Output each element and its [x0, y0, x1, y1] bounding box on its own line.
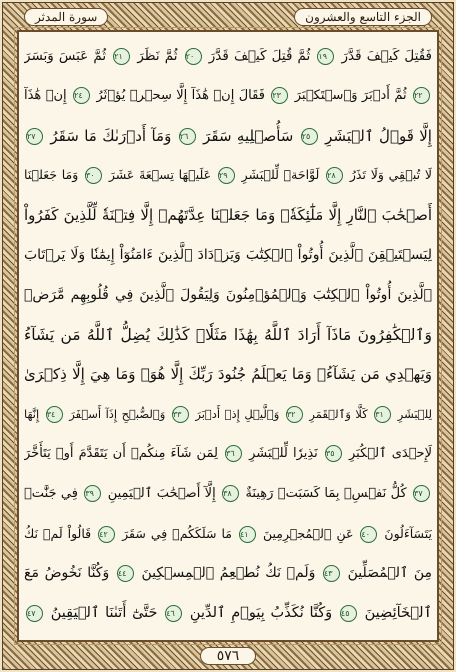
ayah-number-marker: ٤٦ — [165, 605, 182, 622]
verse-text: إِلَّا قَوۡلُ ٱلۡبَشَرِ — [325, 126, 432, 145]
verse-text: لِلۡبَشَرِ — [397, 407, 432, 422]
verse-text: وَيَهۡدِي مَن يَشَآءُۚ وَمَا يَعۡلَمُ جُنُودَ رَبِّكَ إِلَّا هُوَۚ وَمَا هِيَ إِلَّا ذِكۡرَىٰ — [24, 365, 432, 384]
ayah-number-marker: ٣٩ — [84, 485, 101, 502]
verse-text: وَٱلَّيۡلِ إِذۡ أَدۡبَرَ — [195, 407, 280, 422]
verse-text: لِمَن شَآءَ مِنكُمۡ أَن يَتَقَدَّمَ أَوۡ يَتَأَخَّرَ — [24, 446, 218, 461]
verse-text: وَمَآ أَدۡرَىٰكَ مَا سَقَرُ — [50, 126, 172, 145]
ayah-number-marker: ٣٧ — [413, 485, 430, 502]
verse-text: فَقُتِلَ كَيۡفَ قَدَّرَ — [341, 48, 432, 64]
verse-text: مَا سَلَكَكُمۡ فِي سَقَرَ — [122, 525, 232, 541]
verse-text: عَنِ ٱلۡمُجۡرِمِينَ — [262, 525, 354, 541]
verse-text: وَلَمۡ نَكُ نُطۡعِمُ ٱلۡمِسۡكِينَ — [141, 565, 316, 582]
verse-line — [24, 476, 432, 512]
ayah-number-marker: ٣٥ — [325, 445, 342, 462]
ayah-number-marker: ٣٠ — [85, 167, 102, 184]
verse-text: وَكُنَّا نَخُوضُ مَعَ — [24, 565, 110, 582]
verse-text: لَإِحۡدَى ٱلۡكُبَرِ — [349, 446, 432, 461]
ayah-number-marker: ٣٣ — [172, 406, 189, 423]
verse-text: كُلُّ نَفۡسِۭ بِمَا كَسَبَتۡ رَهِينَةٌ — [245, 485, 407, 501]
verse-text: مِنَ ٱلۡمُصَلِّينَ — [347, 565, 432, 582]
ayah-number-marker: ٣٨ — [222, 485, 239, 502]
verse-line — [24, 396, 432, 432]
verse-text: وَكُنَّا نُكَذِّبُ بِيَوۡمِ ٱلدِّينِ — [189, 605, 333, 622]
verse-text: وَمَا جَعَلۡنَا — [24, 167, 79, 183]
ayah-number-marker: ٢١ — [113, 48, 130, 65]
verse-text: إِنَّهَا — [24, 407, 40, 422]
verse-line — [24, 38, 432, 74]
verse-text: إِنۡ هَٰذَآ — [24, 87, 67, 103]
ayah-number-marker: ٤٥ — [340, 605, 357, 622]
verse-line — [24, 436, 432, 472]
verse-line — [24, 157, 432, 193]
verse-text: كَلَّا وَٱلۡقَمَرِ — [309, 407, 368, 422]
ayah-number-marker: ٢٤ — [73, 87, 90, 104]
ayah-number-marker: ٢٥ — [301, 128, 318, 145]
verse-text-area — [24, 38, 432, 636]
verse-text: لَا تُبۡقِي وَلَا تَذَرُ — [349, 167, 432, 183]
ayah-number-marker: ٢٧ — [26, 128, 43, 145]
verse-text: ٱلۡخَآئِضِينَ — [364, 605, 432, 622]
verse-line — [24, 197, 432, 233]
ayah-number-marker: ٢٩ — [218, 167, 235, 184]
verse-text: ثُمَّ عَبَسَ وَبَسَرَ — [24, 48, 107, 64]
verse-text: أَصۡحَٰبَ ٱلنَّارِ إِلَّا مَلَٰٓئِكَةٗۖ وَمَا جَعَلۡنَا عِدَّتَهُمۡ إِلَّا فِتۡنَةٗ لِّلَّذِينَ كَفَرُواْ — [24, 206, 432, 225]
ayah-number-marker: ٣١ — [374, 406, 391, 423]
verse-text: عَلَيۡهَا تِسۡعَةَ عَشَرَ — [108, 167, 212, 183]
verse-line — [24, 78, 432, 114]
juz-label: الجزء التاسع والعشرون — [294, 8, 432, 26]
ayah-number-marker: ٤٢ — [98, 526, 115, 543]
surah-label: سورة المدثر — [24, 8, 108, 26]
verse-line — [24, 237, 432, 273]
verse-line — [24, 595, 432, 631]
verse-text: حَتَّىٰٓ أَتَىٰنَا ٱلۡيَقِينُ — [50, 605, 158, 622]
verse-text: وَٱلۡكَٰفِرُونَ مَاذَآ أَرَادَ ٱللَّهُ بِهَٰذَا مَثَلٗاۚ كَذَٰلِكَ يُضِلُّ ٱللَّهُ مَن يَشَآءُ — [24, 325, 432, 344]
verse-text: لِيَسۡتَيۡقِنَ ٱلَّذِينَ أُوتُواْ ٱلۡكِتَٰبَ وَيَزۡدَادَ ٱلَّذِينَ ءَامَنُوٓاْ إِيمَٰنٗا وَلَا يَرۡتَابَ — [24, 247, 432, 263]
verse-text: قَالُواْ لَمۡ نَكُ — [24, 525, 92, 541]
ayah-number-marker: ٤٤ — [117, 565, 134, 582]
ayah-number-marker: ٣٦ — [225, 445, 242, 462]
ayah-number-marker: ٢٦ — [179, 128, 196, 145]
ayah-number-marker: ٤٣ — [323, 565, 340, 582]
verse-text: ثُمَّ أَدۡبَرَ وَٱسۡتَكۡبَرَ — [294, 87, 407, 103]
ayah-number-marker: ٢٠ — [185, 48, 202, 65]
ayah-number-marker: ٤١ — [239, 526, 256, 543]
ayah-number-marker: ٢٨ — [326, 167, 343, 184]
verse-line — [24, 118, 432, 154]
ayah-number-marker: ١٩ — [317, 48, 334, 65]
page-number: ٥٧٦ — [200, 647, 257, 665]
verse-text: فِي جَنَّٰتٖ — [24, 485, 78, 501]
ayah-number-marker: ٢٢ — [413, 87, 430, 104]
ayah-number-marker: ٤٧ — [26, 605, 43, 622]
verse-text: سَأُصۡلِيهِ سَقَرَ — [203, 126, 294, 145]
verse-text: ثُمَّ نَظَرَ — [137, 48, 178, 64]
ayah-number-marker: ٣٤ — [46, 406, 63, 423]
ayah-number-marker: ٢٣ — [271, 87, 288, 104]
verse-line — [24, 516, 432, 552]
verse-text: نَذِيرٗا لِّلۡبَشَرِ — [249, 446, 318, 461]
page-footer — [0, 642, 456, 670]
verse-text: إِلَّآ أَصۡحَٰبَ ٱلۡيَمِينِ — [107, 485, 216, 501]
verse-text: ٱلَّذِينَ أُوتُواْ ٱلۡكِتَٰبَ وَٱلۡمُؤۡمِنُونَ وَلِيَقُولَ ٱلَّذِينَ فِي قُلُوبِهِم مَّرَضٞ — [24, 286, 432, 303]
ayah-number-marker: ٣٢ — [286, 406, 303, 423]
verse-line — [24, 356, 432, 392]
ayah-number-marker: ٤٠ — [360, 526, 377, 543]
verse-line — [24, 317, 432, 353]
verse-text: فَقَالَ إِنۡ هَٰذَآ إِلَّا سِحۡرٞ يُؤۡثَرُ — [96, 87, 265, 103]
verse-line — [24, 277, 432, 313]
verse-text: لَوَّاحَةٞ لِّلۡبَشَرِ — [241, 167, 320, 183]
verse-text: ثُمَّ قُتِلَ كَيۡفَ قَدَّرَ — [208, 48, 311, 64]
verse-text: وَٱلصُّبۡحِ إِذَآ أَسۡفَرَ — [69, 407, 166, 422]
page-header — [2, 2, 454, 32]
verse-text: يَتَسَآءَلُونَ — [384, 525, 432, 541]
verse-line — [24, 555, 432, 591]
